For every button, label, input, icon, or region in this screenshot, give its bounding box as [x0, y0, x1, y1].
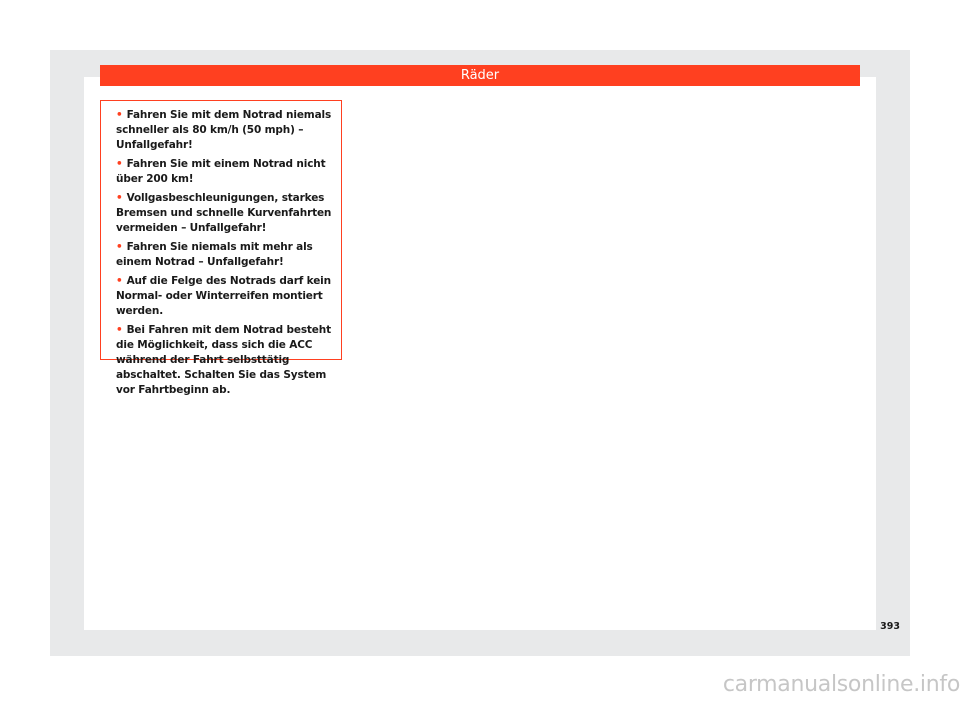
warning-item: [116, 157, 333, 187]
warning-text: Vollgasbeschleunigungen, starkes Bremsen und schnelle Kurvenfahrten vermeiden – Unfallgefahr!: [116, 192, 332, 234]
warning-text: Fahren Sie mit dem Notrad niemals schneller als 80 km/h (50 mph) – Unfallgefahr!: [116, 109, 332, 151]
warning-box: [100, 100, 342, 396]
watermark: carmanualsonline.info: [722, 672, 960, 697]
section-title: Räder: [460, 68, 500, 83]
warning-text: Fahren Sie mit einem Notrad nicht über 200 km!: [116, 158, 326, 185]
bullet-icon: •: [116, 275, 123, 287]
warning-item: [116, 240, 333, 270]
warning-item: [116, 108, 333, 153]
section-header: [100, 65, 860, 86]
warning-text: Fahren Sie niemals mit mehr als einem Notrad – Unfallgefahr!: [116, 241, 313, 268]
bullet-icon: •: [116, 324, 123, 336]
warning-list: [116, 108, 333, 398]
warning-item: [116, 323, 333, 398]
warning-text: Auf die Felge des Notrads darf kein Normal- oder Winterreifen montiert werden.: [116, 275, 331, 317]
page-number: 393: [880, 621, 900, 632]
bullet-icon: •: [116, 158, 123, 170]
bullet-icon: •: [116, 241, 123, 253]
warning-text: Bei Fahren mit dem Notrad besteht die Möglichkeit, dass sich die ACC während der Fahrt selbsttätig abschaltet. Schalten Sie das System vor Fahrtbeginn ab.: [116, 324, 331, 396]
bullet-icon: •: [116, 109, 123, 121]
warning-item: [116, 274, 333, 319]
bullet-icon: •: [116, 192, 123, 204]
warning-item: [116, 191, 333, 236]
